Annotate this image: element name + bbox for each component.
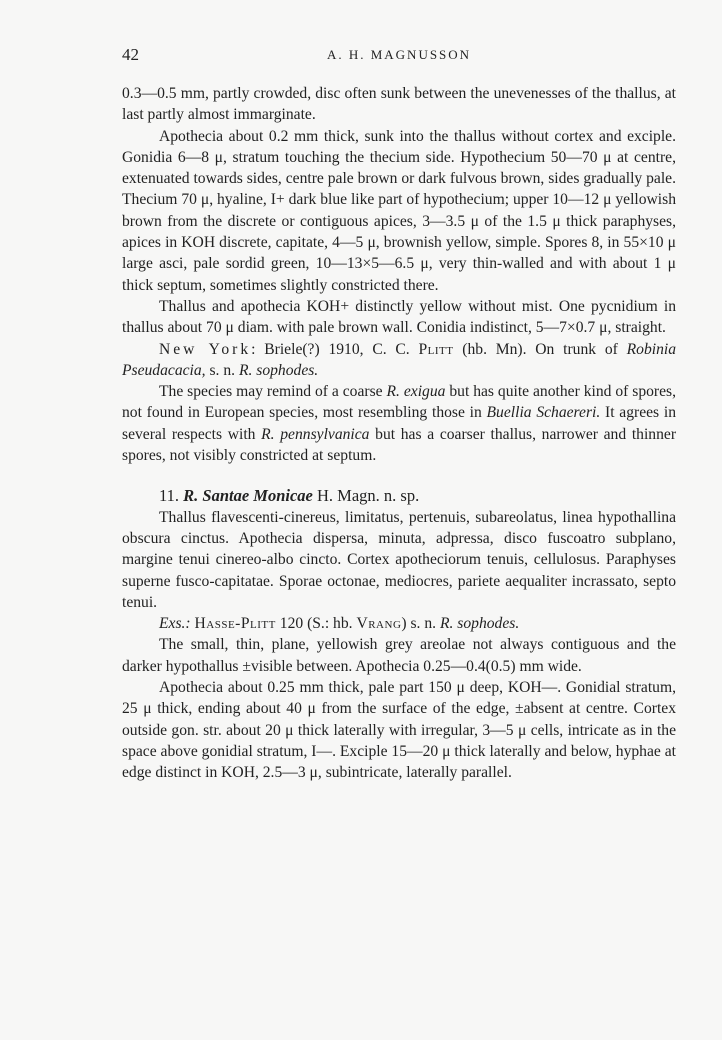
specimen-text: : Briele(?) 1910, C. C. bbox=[251, 340, 419, 358]
specimen-text: s. n. bbox=[205, 361, 239, 379]
taxon-name: R. sophodes. bbox=[439, 615, 520, 633]
paragraph-thallus-description: The small, thin, plane, yellowish grey areolae not always contiguous and the darker hypothallus ±visible between. Apothecia 0.25—0.4(0.5) mm wide. bbox=[122, 636, 676, 675]
remark-text: but has a coarser thallus, narrower and thinner spores, not visibly constricted at septum. bbox=[122, 425, 677, 465]
species-epithet: Santae Monicae bbox=[202, 486, 313, 506]
remark-text: The species may remind of a coarse bbox=[159, 383, 387, 401]
species-number: 11. bbox=[159, 486, 180, 506]
running-head: A. H. MAGNUSSON bbox=[326, 47, 472, 62]
exsiccata-text: 120 (S.: hb. bbox=[275, 615, 357, 633]
species-author: H. Magn. n. sp. bbox=[317, 486, 420, 506]
taxon-name: R. exigua bbox=[386, 383, 446, 401]
herbarium-name: Vrang bbox=[356, 615, 402, 633]
host-name: Robinia Pseudacacia, bbox=[122, 340, 677, 379]
species-heading bbox=[122, 485, 676, 506]
taxon-name: Buellia Schaereri. bbox=[486, 404, 601, 422]
taxon-name: R. sophodes. bbox=[238, 361, 319, 379]
page-number: 42 bbox=[122, 45, 139, 64]
locality: New York bbox=[159, 340, 252, 358]
paragraph-chemistry: Thallus and apothecia KOH+ distinctly yellow without mist. One pycnidium in thallus about 70 μ diam. with pale brown wall. Conidia indistinct, 5—7×0.7 μ, straight. bbox=[122, 297, 676, 337]
remark-text: but has quite another kind of spores, not found in European species, most resembling those in bbox=[122, 383, 677, 422]
exsiccata-text: ) s. n. bbox=[401, 615, 440, 633]
paragraph-remarks bbox=[122, 381, 676, 466]
page-header bbox=[122, 45, 676, 67]
exsiccata-collector: Hasse-Plitt bbox=[194, 615, 276, 633]
paragraph-specimen-record bbox=[122, 339, 676, 382]
paragraph-latin-diagnosis: Thallus flavescenti-cinereus, limitatus, pertenuis, subareolatus, linea hypothallina obscura cinctus. Apothecia dispersa, minuta, adpressa, disco fuscoatro subplano, margine tenui cinereo-albo cincto. Cortex apotheciorum tenuis, cellulosus. Paraphyses superne fusco-capitatae. Sporae octonae, mediocres, pariete aequaliter incrassato, septo tenui. bbox=[122, 508, 676, 611]
paragraph-anatomy: Apothecia about 0.25 mm thick, pale part 150 μ deep, KOH—. Gonidial stratum, 25 μ thick, ending about 40 μ from the surface of the edge, ±absent at centre. Cortex outside gon. str. about 20 μ thick laterally with irregular, 3—5 μ cells, intricate as in the space above gonidial stratum, I—. Exciple 15—20 μ thick laterally and below, hyphae at edge distinct in KOH, 2.5—3 μ, subintricate, laterally parallel. bbox=[122, 679, 676, 782]
species-genus: R. bbox=[183, 486, 199, 506]
paragraph-exsiccata bbox=[122, 613, 676, 634]
exsiccata-label: Exs.: bbox=[159, 615, 191, 633]
collector-name: Plitt bbox=[418, 340, 454, 358]
taxon-name: R. pennsylvanica bbox=[261, 425, 370, 443]
paragraph-continuation: 0.3—0.5 mm, partly crowded, disc often sunk between the unevenesses of the thallus, at last partly almost immarginate. bbox=[122, 85, 676, 124]
paragraph-apothecia-description: Apothecia about 0.2 mm thick, sunk into the thallus without cortex and exciple. Gonidia 6—8 μ, stratum touching the thecium side. Hypothecium 50—70 μ at centre, extenuated towards sides, centre pale brown or dark fulvous brown, sides gradually pale. Thecium 70 μ, hyaline, I+ dark blue like part of hypothecium; upper 10—12 μ yellowish brown from the discrete or contiguous apices, 3—3.5 μ of the 1.5 μ thick paraphyses, apices in KOH discrete, capitate, 4—5 μ, brownish yellow, simple. Spores 8, in 55×10 μ large asci, pale sordid green, 10—13×5—6.5 μ, very thin-walled and with about 1 μ thick septum, sometimes slightly constricted there. bbox=[122, 127, 676, 294]
remark-text: It agrees in several respects with bbox=[122, 404, 676, 443]
specimen-text: (hb. Mn). On trunk of bbox=[453, 340, 627, 358]
body-text bbox=[122, 83, 676, 784]
